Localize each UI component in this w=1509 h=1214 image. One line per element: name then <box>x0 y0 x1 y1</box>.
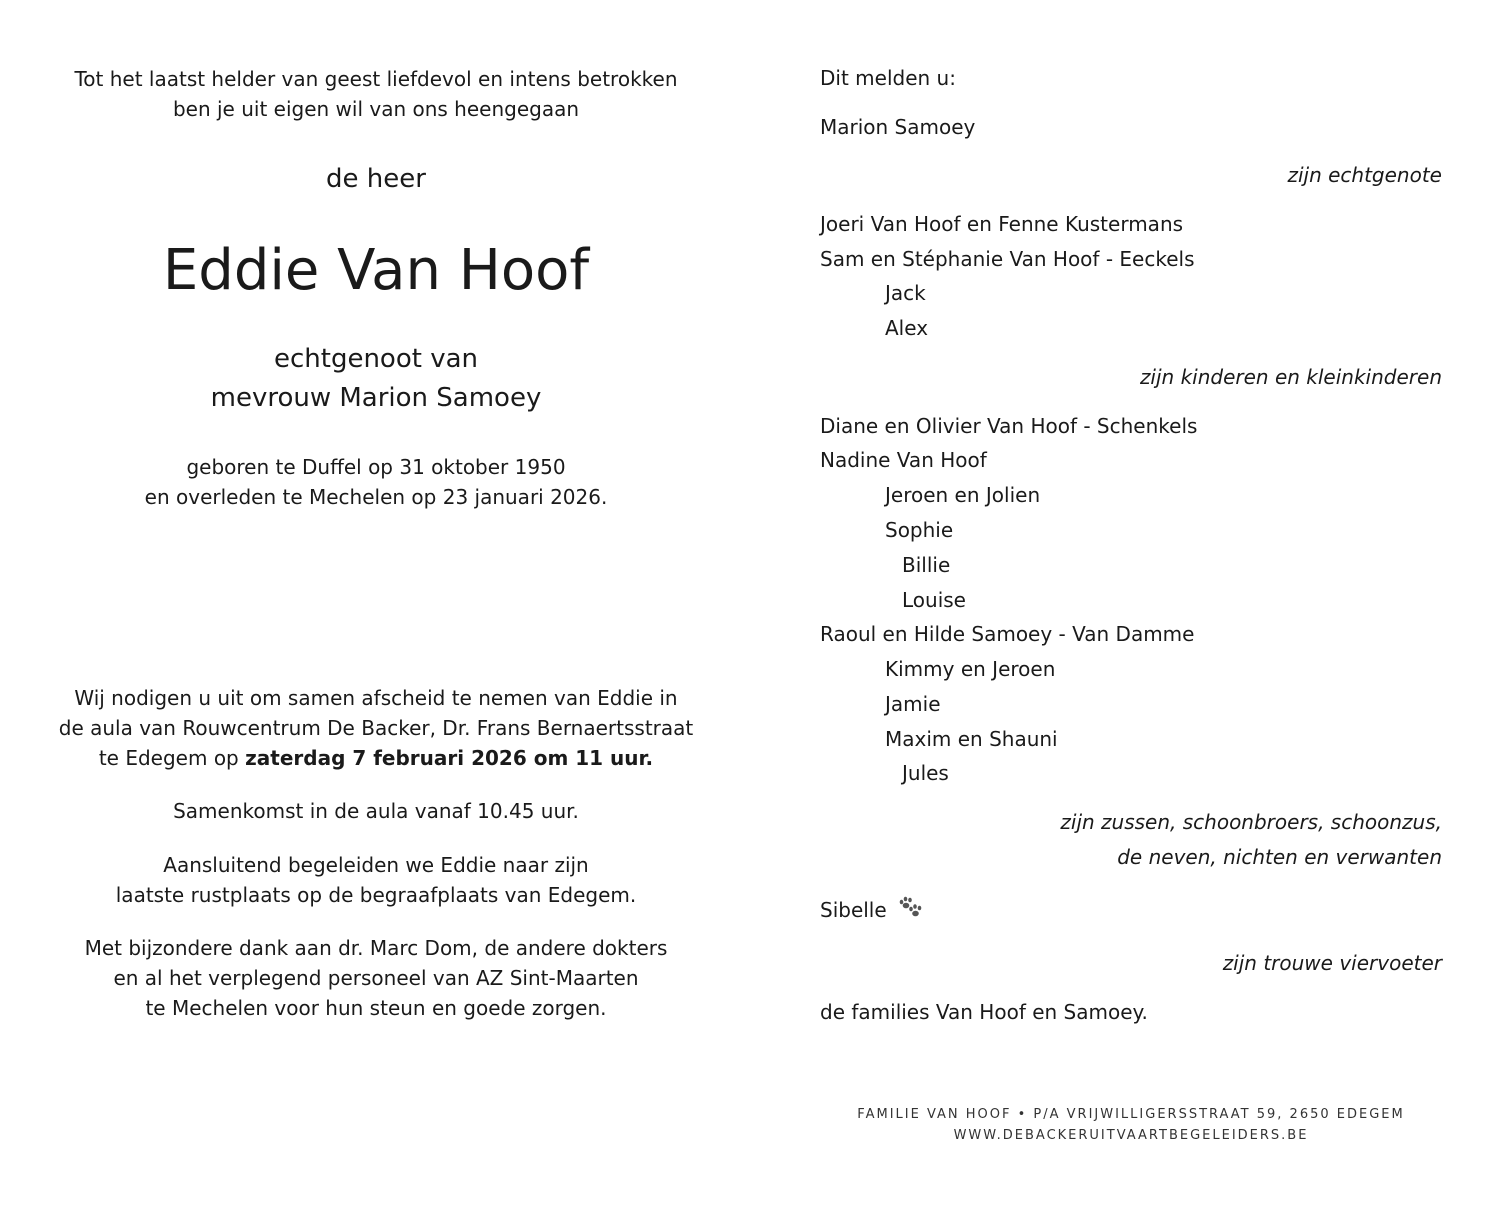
spouse-text <box>40 340 712 418</box>
sibling-3-child-3: Maxim en Shauni <box>885 727 1058 751</box>
sibling-1: Diane en Olivier Van Hoof - Schenkels <box>820 414 1198 438</box>
thanks-line-3: te Mechelen voor hun steun en goede zorgen. <box>145 996 607 1020</box>
child-1: Joeri Van Hoof en Fenne Kustermans <box>820 212 1184 236</box>
siblings-relation-line-2: de neven, nichten en verwanten <box>1117 845 1442 869</box>
sibling-3-child-1: Kimmy en Jeroen <box>885 657 1056 681</box>
burial-line-2: laatste rustplaats op de begraafplaats van Edegem. <box>115 883 637 907</box>
deceased-name: Eddie Van Hoof <box>162 238 590 303</box>
paw-prints-icon <box>897 896 925 931</box>
invitation <box>40 683 712 773</box>
intro-text <box>40 64 712 124</box>
birth-line: geboren te Duffel op 31 oktober 1950 <box>186 455 566 479</box>
thanks-text <box>40 933 712 1023</box>
invite-line-3-prefix: te Edegem op <box>98 746 246 770</box>
spouse-line-1: echtgenoot van <box>273 344 478 374</box>
sibling-3: Raoul en Hilde Samoey - Van Damme <box>820 622 1195 646</box>
wife-name: Marion Samoey <box>820 115 976 139</box>
honorific: de heer <box>326 164 426 194</box>
death-line: en overleden te Mechelen op 23 januari 2026. <box>144 485 608 509</box>
sibling-2: Nadine Van Hoof <box>820 448 987 472</box>
pet-name: Sibelle <box>820 898 887 922</box>
gathering-line: Samenkomst in de aula vanaf 10.45 uur. <box>173 799 579 823</box>
families-line: de families Van Hoof en Samoey. <box>820 1000 1148 1024</box>
sibling-3-child-2: Jamie <box>885 692 941 716</box>
thanks-line-2: en al het verplegend personeel van AZ Sint-Maarten <box>113 966 639 990</box>
invite-line-1: Wij nodigen u uit om samen afscheid te nemen van Eddie in <box>74 686 678 710</box>
burial-text <box>40 850 712 910</box>
life-dates <box>40 452 712 512</box>
sibling-2-child-2: Sophie <box>885 518 954 542</box>
intro-line-2: ben je uit eigen wil van ons heengegaan <box>172 97 580 121</box>
spouse-line-2: mevrouw Marion Samoey <box>210 383 542 413</box>
sibling-2-grandchild-1: Billie <box>902 553 951 577</box>
footer <box>820 1104 1442 1146</box>
child-2: Sam en Stéphanie Van Hoof - Eeckels <box>820 247 1195 271</box>
thanks-line-1: Met bijzondere dank aan dr. Marc Dom, de andere dokters <box>84 936 668 960</box>
invite-line-2: de aula van Rouwcentrum De Backer, Dr. Frans Bernaertsstraat <box>58 716 694 740</box>
wife-relation: zijn echtgenote <box>1287 163 1442 187</box>
pet-line <box>820 893 925 931</box>
siblings-relation-line-1: zijn zussen, schoonbroers, schoonzus, <box>1060 810 1442 834</box>
burial-line-1: Aansluitend begeleiden we Eddie naar zijn <box>163 853 589 877</box>
pet-relation: zijn trouwe viervoeter <box>1222 951 1442 975</box>
footer-address: FAMILIE VAN HOOF • P/A VRIJWILLIGERSSTRAAT 59, 2650 EDEGEM <box>857 1107 1405 1122</box>
children-relation: zijn kinderen en kleinkinderen <box>1139 365 1442 389</box>
grandchild-1: Jack <box>885 281 926 305</box>
ceremony-date: zaterdag 7 februari 2026 om 11 uur. <box>245 746 654 770</box>
sibling-2-grandchild-2: Louise <box>902 588 966 612</box>
invite-line-3 <box>40 743 712 773</box>
footer-website: WWW.DEBACKERUITVAARTBEGELEIDERS.BE <box>953 1128 1309 1143</box>
grandchild-2: Alex <box>885 316 929 340</box>
intro-line-1: Tot het laatst helder van geest liefdevol en intens betrokken <box>74 67 678 91</box>
sibling-2-child-1: Jeroen en Jolien <box>885 483 1041 507</box>
announce-line: Dit melden u: <box>820 66 956 90</box>
sibling-3-grandchild-1: Jules <box>902 761 949 785</box>
